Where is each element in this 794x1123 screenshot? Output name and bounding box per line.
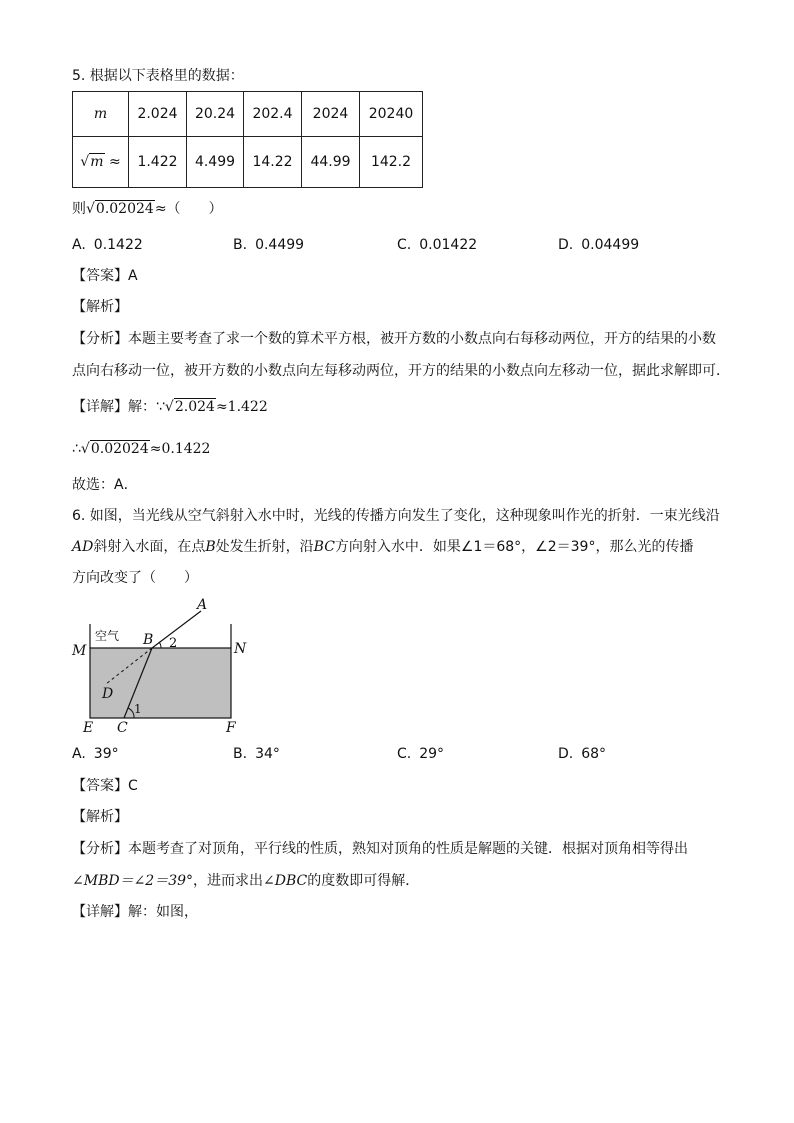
label-c: C (117, 720, 128, 736)
q5-detail: 【详解】解：∵√2.024≈1.422 (72, 399, 268, 415)
table-cell: 20.24 (187, 92, 244, 137)
q5-option-c: C. 0.01422 (397, 237, 478, 253)
table-cell: 202.4 (244, 92, 302, 137)
q6-option-a: A. 39° (72, 746, 119, 762)
table-header-sqrt-m: √m ≈ (73, 137, 129, 188)
q5-therefore: ∴√0.02024≈0.1422 (72, 441, 211, 457)
q6-fenxi-line1: 【分析】本题考查了对顶角，平行线的性质，熟知对顶角的性质是解题的关键．根据对顶角相等得出 (72, 841, 688, 857)
q5-question: 则√0.02024≈（ ） (72, 201, 223, 217)
q6-option-d: D. 68° (558, 746, 607, 762)
label-e: E (83, 720, 94, 736)
label-air: 空气 (95, 629, 120, 643)
q5-option-b: B. 0.4499 (233, 237, 305, 253)
q6-fenxi-line2: ∠MBD＝∠2＝39°，进而求出∠DBC的度数即可得解． (72, 873, 420, 889)
sqrt-symbol: √2.024 (164, 399, 215, 415)
sqrt-symbol: √0.02024 (80, 441, 149, 457)
table-cell: 14.22 (244, 137, 302, 188)
q5-option-a: A. 0.1422 (72, 237, 143, 253)
q6-line3: 方向改变了（ ） (72, 570, 198, 586)
q5-analysis-tag: 【解析】 (72, 299, 128, 315)
table-cell: 20240 (360, 92, 423, 137)
q6-line1: 6. 如图，当光线从空气斜射入水中时，光线的传播方向发生了变化，这种现象叫作光的折射．一束光线沿 (72, 508, 720, 524)
q6-option-c: C. 29° (397, 746, 445, 762)
table-cell: 142.2 (360, 137, 423, 188)
label-b: B (143, 632, 154, 648)
q6-option-b: B. 34° (233, 746, 280, 762)
table-cell: 2024 (302, 92, 360, 137)
table-cell: 44.99 (302, 137, 360, 188)
table-row (73, 92, 423, 137)
table-header-m: m (73, 92, 129, 137)
data-table (72, 91, 423, 188)
sqrt-symbol: √0.02024 (86, 201, 154, 217)
q6-detail: 【详解】解：如图， (72, 904, 198, 920)
q6-analysis-tag: 【解析】 (72, 809, 128, 825)
q5-choose: 故选：A． (72, 477, 138, 493)
label-angle-2: 2 (169, 636, 178, 651)
label-f: F (226, 720, 236, 736)
q5-fenxi-line1: 【分析】本题主要考查了求一个数的算术平方根，被开方数的小数点向右每移动两位，开方的结果的小数 (72, 331, 716, 347)
angle-2-arc (159, 642, 161, 648)
q6-line2: AD斜射入水面，在点B处发生折射，沿BC方向射入水中．如果∠1＝68°，∠2＝39°，那么光的传播 (72, 539, 694, 555)
label-m: M (72, 643, 87, 659)
table-cell: 1.422 (129, 137, 187, 188)
refraction-figure (68, 594, 258, 736)
label-d: D (102, 686, 114, 702)
label-angle-1: 1 (134, 702, 142, 716)
q5-fenxi-line2: 点向右移动一位，被开方数的小数点向左每移动两位，开方的结果的小数点向左移动一位，据此求解即可． (72, 363, 730, 379)
sqrt-symbol: √m (80, 154, 104, 170)
label-a: A (197, 597, 208, 613)
table-cell: 2.024 (129, 92, 187, 137)
table-row (73, 137, 423, 188)
q5-option-d: D. 0.04499 (558, 237, 640, 253)
q5-answer: 【答案】A (72, 268, 138, 284)
table-cell: 4.499 (187, 137, 244, 188)
water-region (90, 648, 231, 718)
q6-answer: 【答案】C (72, 778, 138, 794)
q5-stem: 5. 根据以下表格里的数据： (72, 68, 244, 84)
label-n: N (234, 641, 247, 657)
